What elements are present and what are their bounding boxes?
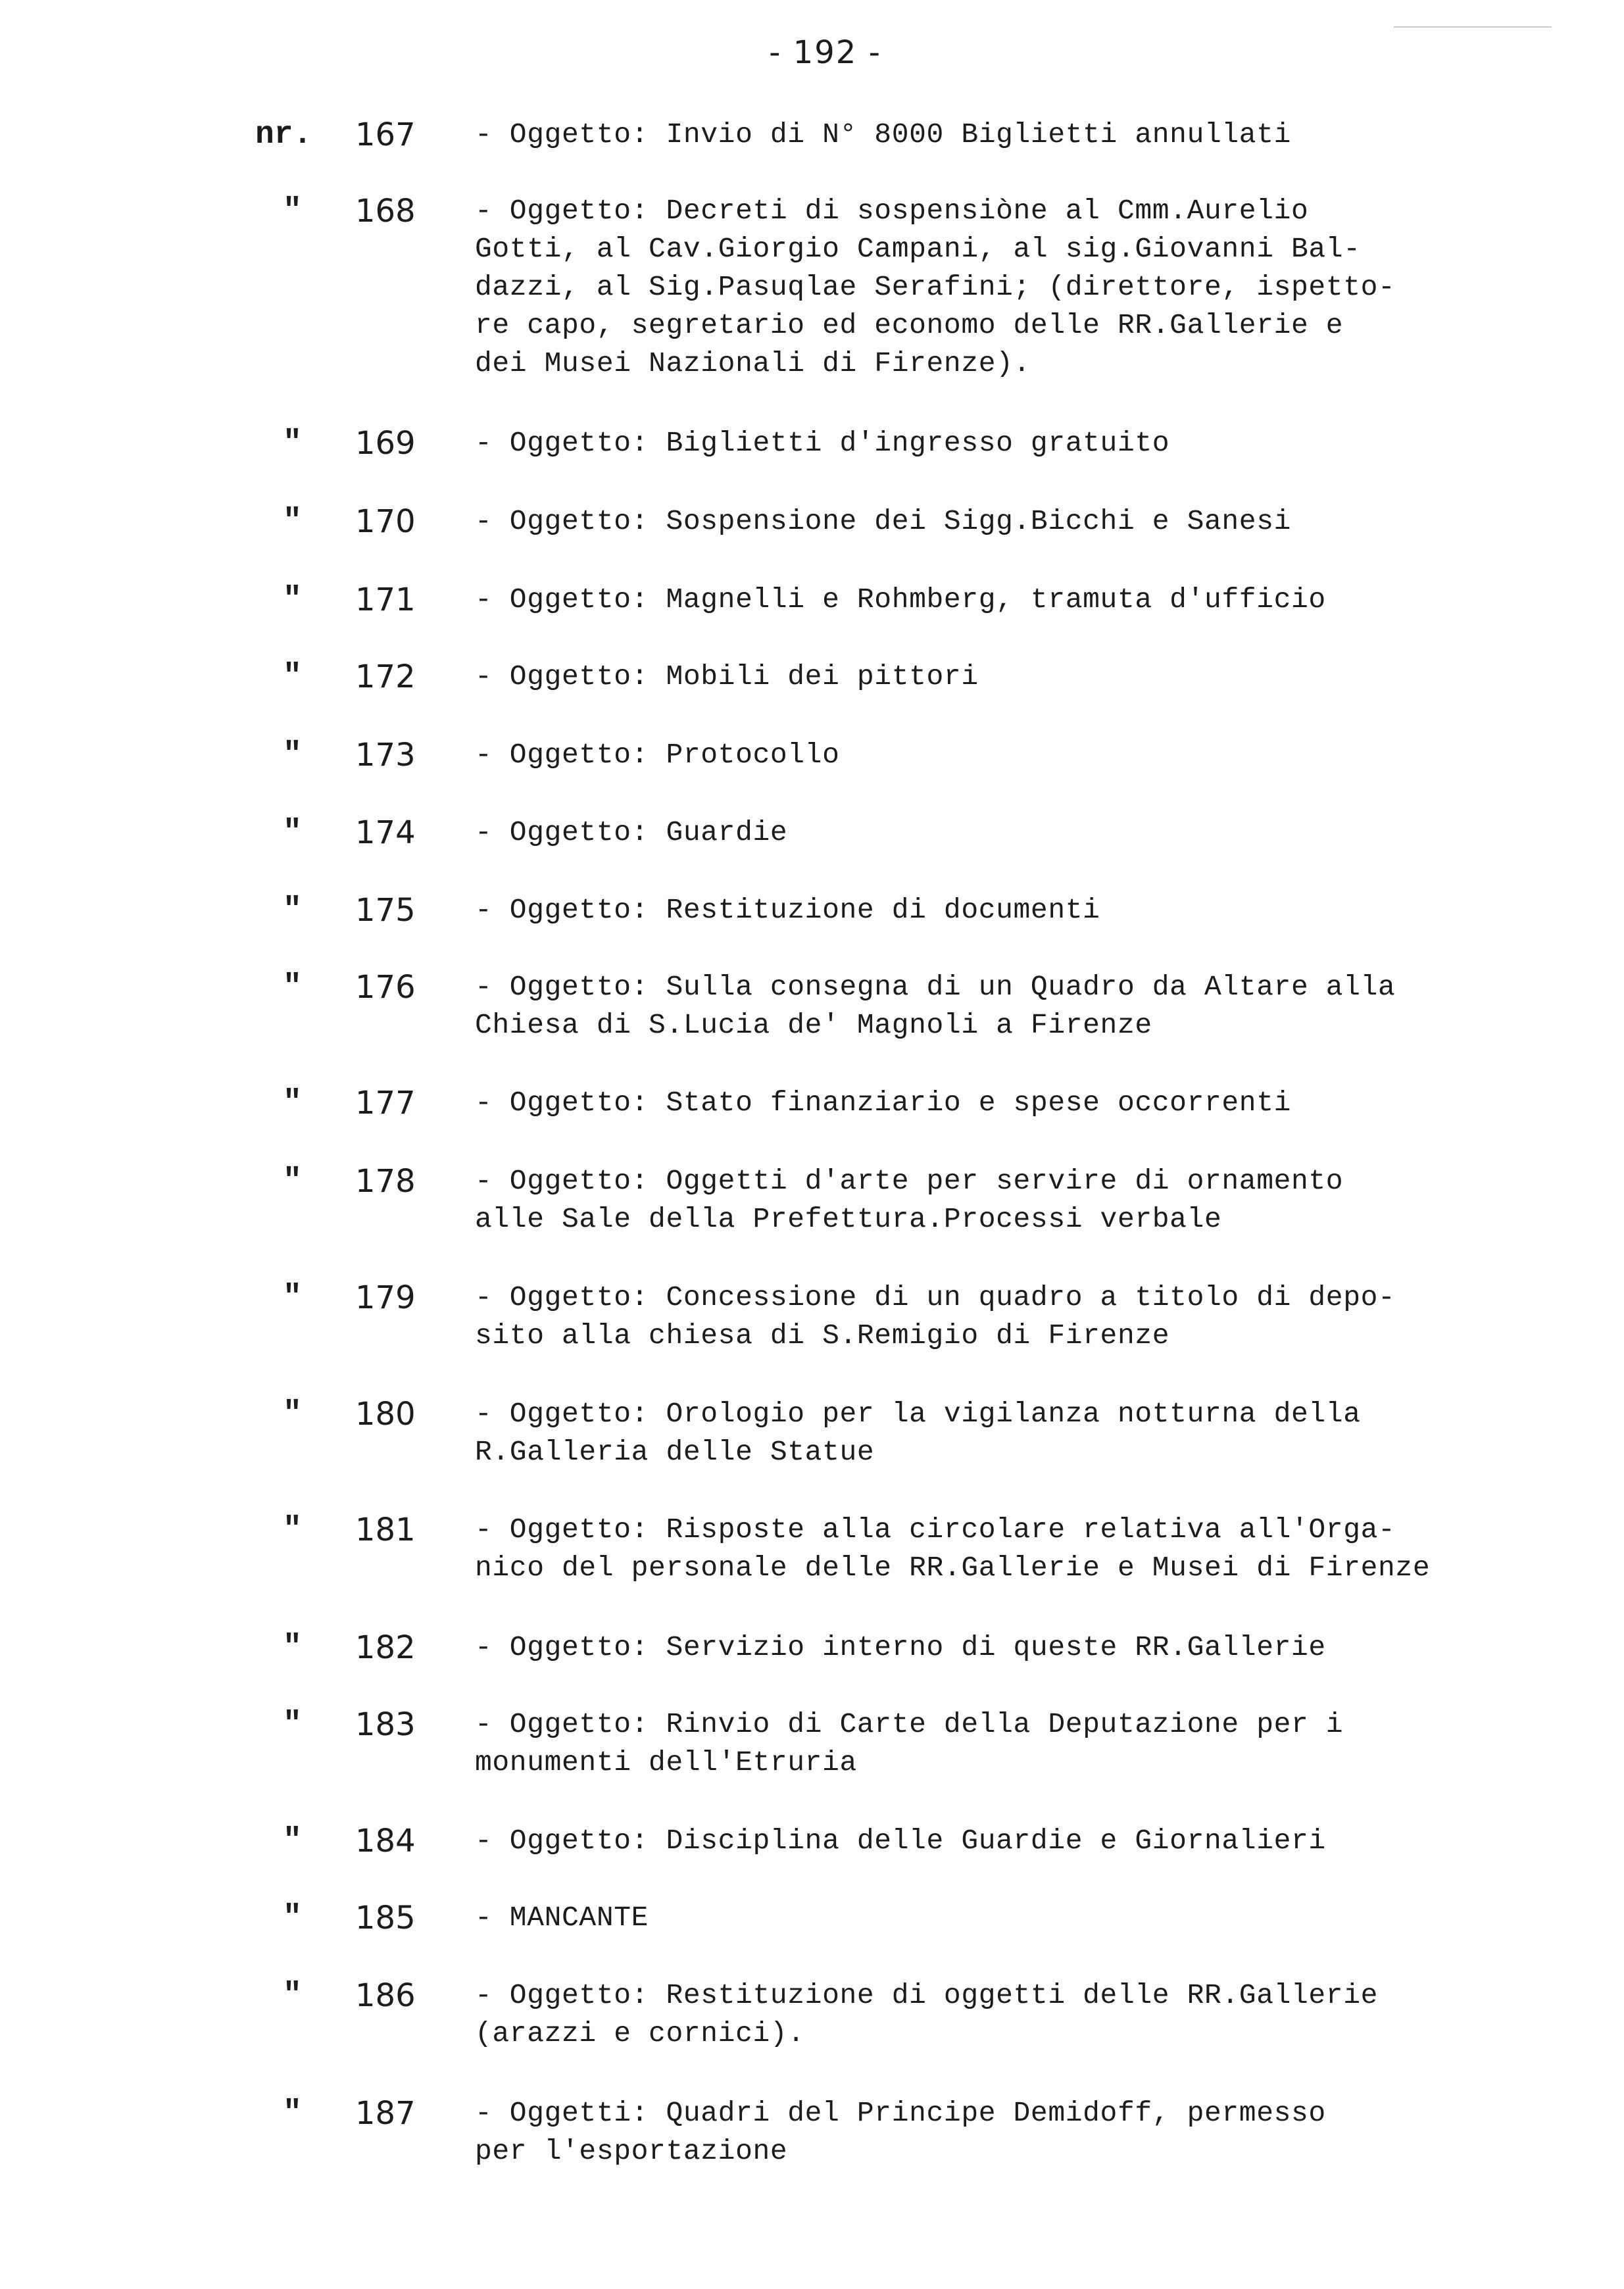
entry-number: 181 — [355, 1512, 416, 1548]
entry-line: - Oggetto: Mobili dei pittori — [475, 660, 979, 693]
entry-text — [475, 2094, 1567, 2171]
entry-number: 182 — [355, 1629, 416, 1666]
entry-line: Chiesa di S.Lucia de' Magnoli a Firenze — [475, 1009, 1152, 1041]
entry-number: 168 — [355, 193, 416, 230]
entry-text — [475, 1395, 1567, 1471]
entry-line: - MANCANTE — [475, 1902, 649, 1934]
scan-mark — [1394, 26, 1552, 28]
ditto-mark: " — [283, 1823, 302, 1859]
entry-line: - Oggetto: Restituzione di documenti — [475, 894, 1100, 926]
entry-number: 178 — [355, 1163, 416, 1200]
entry-line: - Oggetto: Concessione di un quadro a titolo di depo- — [475, 1281, 1396, 1314]
ditto-mark: " — [283, 426, 302, 461]
entry-number: 171 — [355, 581, 416, 618]
entry-text — [475, 424, 1567, 462]
entry-line: - Oggetto: Sulla consegna di un Quadro da Altare alla — [475, 971, 1396, 1003]
entry-line: per l'esportazione — [475, 2135, 788, 2167]
entry-line: (arazzi e cornici). — [475, 2017, 805, 2050]
entry-number: 185 — [355, 1900, 416, 1936]
entry-text — [475, 192, 1567, 383]
entry-text — [475, 1706, 1567, 1782]
entry-line: re capo, segretario ed economo delle RR.Gallerie e — [475, 309, 1344, 341]
entry-text — [475, 736, 1567, 774]
entry-line: - Oggetto: Stato finanziario e spese occorrenti — [475, 1087, 1291, 1119]
ditto-mark: " — [283, 1978, 302, 2013]
entry-number: 180 — [355, 1396, 416, 1433]
entry-text — [475, 503, 1567, 541]
entry-line: nico del personale delle RR.Gallerie e Musei di Firenze — [475, 1552, 1431, 1584]
entry-number: 184 — [355, 1823, 416, 1859]
entry-number: 187 — [355, 2095, 416, 2132]
entry-line: - Oggetto: Guardie — [475, 816, 788, 849]
entry-text — [475, 1822, 1567, 1860]
entry-text — [475, 1084, 1567, 1122]
entry-number: 170 — [355, 503, 416, 540]
entry-number: 179 — [355, 1279, 416, 1316]
entry-text — [475, 116, 1567, 154]
entry-text — [475, 891, 1567, 929]
entry-line: monumenti dell'Etruria — [475, 1746, 857, 1779]
entry-number: 172 — [355, 658, 416, 695]
ditto-mark: " — [283, 970, 302, 1005]
entry-text — [475, 1977, 1567, 2053]
ditto-mark: " — [283, 1164, 302, 1199]
entry-text — [475, 1279, 1567, 1355]
entry-line: - Oggetto: Oggetti d'arte per servire di ornamento — [475, 1165, 1344, 1197]
entry-line: - Oggetto: Restituzione di oggetti delle RR.Gallerie — [475, 1979, 1379, 2011]
entry-number: 175 — [355, 892, 416, 929]
entry-line: R.Galleria delle Statue — [475, 1436, 875, 1468]
entry-text — [475, 814, 1567, 852]
entry-number: 167 — [355, 116, 416, 153]
ditto-mark: " — [283, 893, 302, 928]
entry-line: Gotti, al Cav.Giorgio Campani, al sig.Giovanni Bal- — [475, 233, 1361, 265]
ditto-mark: " — [283, 1280, 302, 1316]
entry-line: - Oggetto: Rinvio di Carte della Deputazione per i — [475, 1708, 1344, 1740]
ditto-mark: " — [283, 2096, 302, 2131]
entry-text — [475, 581, 1567, 619]
ditto-mark: " — [283, 1085, 302, 1121]
ditto-mark: " — [283, 582, 302, 618]
entry-text — [475, 1162, 1567, 1239]
ditto-mark: " — [283, 659, 302, 695]
entry-line: sito alla chiesa di S.Remigio di Firenze — [475, 1319, 1170, 1352]
entry-text — [475, 968, 1567, 1045]
ditto-mark: " — [283, 193, 302, 229]
ditto-mark: " — [283, 504, 302, 539]
page-number: - 192 - — [769, 34, 881, 71]
ditto-mark: " — [283, 1630, 302, 1665]
entry-number: 174 — [355, 814, 416, 851]
entry-number: 176 — [355, 969, 416, 1006]
entry-line: - Oggetto: Servizio interno di queste RR.Gallerie — [475, 1631, 1326, 1663]
entry-line: - Oggetto: Risposte alla circolare relativa all'Orga- — [475, 1514, 1396, 1546]
entry-line: - Oggetto: Invio di N° 8000 Biglietti annullati — [475, 118, 1291, 151]
entry-line: - Oggetto: Decreti di sospensiòne al Cmm.Aurelio — [475, 195, 1309, 227]
entry-line: - Oggetto: Biglietti d'ingresso gratuito — [475, 427, 1170, 459]
ditto-mark: " — [283, 1396, 302, 1432]
entry-number: 169 — [355, 425, 416, 462]
entry-text — [475, 1629, 1567, 1667]
entry-line: - Oggetto: Magnelli e Rohmberg, tramuta d'ufficio — [475, 583, 1326, 616]
ditto-mark: " — [283, 815, 302, 850]
entry-text — [475, 1511, 1567, 1587]
ditto-mark: " — [283, 1707, 302, 1742]
entry-line: - Oggetti: Quadri del Principe Demidoff, permesso — [475, 2097, 1326, 2129]
entry-line: dazzi, al Sig.Pasuqlae Serafini; (direttore, ispetto- — [475, 271, 1396, 303]
ditto-mark: " — [283, 1900, 302, 1936]
entry-line: - Oggetto: Orologio per la vigilanza notturna della — [475, 1398, 1361, 1430]
entry-number: 183 — [355, 1706, 416, 1743]
entry-text — [475, 658, 1567, 696]
entry-line: - Oggetto: Disciplina delle Guardie e Giornalieri — [475, 1825, 1326, 1857]
entry-number: 177 — [355, 1085, 416, 1121]
ditto-mark: " — [283, 737, 302, 773]
entry-line: - Oggetto: Sospensione dei Sigg.Bicchi e Sanesi — [475, 505, 1291, 537]
entry-line: dei Musei Nazionali di Firenze). — [475, 347, 1031, 380]
ditto-mark: " — [283, 1512, 302, 1548]
entry-line: alle Sale della Prefettura.Processi verbale — [475, 1203, 1222, 1235]
entry-number: 186 — [355, 1977, 416, 2014]
entry-line: - Oggetto: Protocollo — [475, 739, 840, 771]
entry-text — [475, 1899, 1567, 1937]
entry-prefix: nr. — [255, 117, 312, 153]
entry-number: 173 — [355, 737, 416, 774]
